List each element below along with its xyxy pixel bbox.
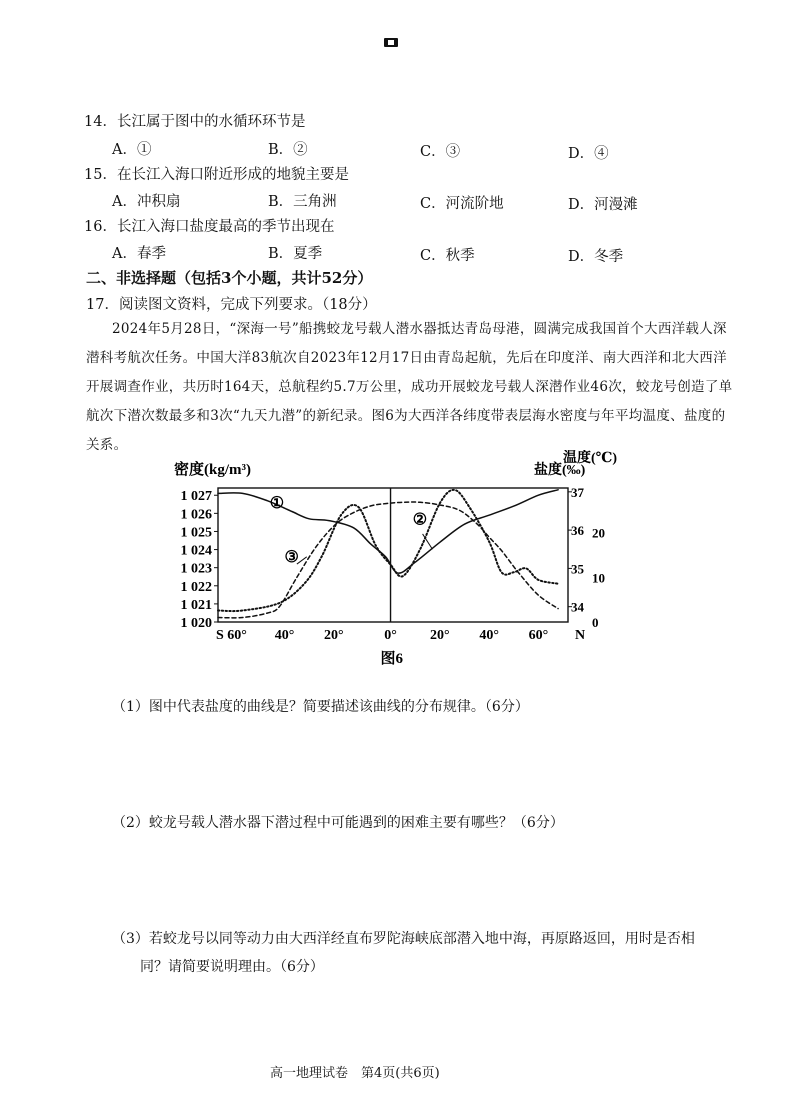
curve-label-2: ②	[412, 511, 428, 529]
density-tick-label: 1 020	[180, 616, 212, 631]
salinity-axis-title: 盐度(‰)	[534, 463, 586, 478]
q16-option-a: A．春季	[112, 246, 166, 262]
q16-option-c: C．秋季	[420, 248, 475, 264]
passage-text: 2024年5月28日，“深海一号”船携蛟龙号载人潜水器抵达青岛母港，圆满完成我国首个大西洋载人深潜科考航次任务。中国大洋83航次自2023年12月17日由青岛起航，先后在印度洋、南大西洋和北大西洋开展调查作业，共历时164天，总航程约5.7万公里，成功开展蛟龙号载人深潜作业46次，蛟龙号创造了单航次下潜次数最多和3次“九天九潜”的新纪录。图6为大西洋各纬度带表层海水密度与年平均温度、盐度的关系。	[86, 321, 733, 453]
q16-option-d: D．冬季	[568, 249, 624, 265]
q16-option-b: B．夏季	[268, 246, 323, 262]
question-16-stem: 16．长江入海口盐度最高的季节出现在	[84, 219, 335, 235]
curve-label-1: ①	[269, 494, 285, 512]
q14-option-d: D．④	[568, 146, 609, 162]
sub-question-2: （2）蛟龙号载人潜水器下潜过程中可能遇到的困难主要有哪些？（6分）	[112, 815, 564, 831]
density-tick-label: 1 023	[180, 561, 212, 577]
page-footer: 高一地理试卷 第4页(共6页)	[270, 1066, 440, 1081]
temperature-tick-label: 10	[592, 570, 605, 586]
salinity-tick-label: 36	[571, 523, 584, 539]
sub-question-3-line1: （3）若蛟龙号以同等动力由大西洋经直布罗陀海峡底部潜入地中海，再原路返回，用时是否相	[112, 931, 695, 947]
x-tick-label: N	[574, 628, 586, 643]
x-tick-label: 0°	[384, 628, 397, 643]
sub-question-1: （1）图中代表盐度的曲线是？简要描述该曲线的分布规律。（6分）	[112, 699, 529, 715]
q15-option-a: A．冲积扇	[112, 194, 181, 210]
figure-6-chart	[150, 450, 640, 672]
density-tick-label: 1 026	[180, 507, 212, 523]
x-tick-label: 40°	[479, 628, 499, 643]
temperature-tick-label: 20	[592, 525, 605, 541]
figure-caption: 图6	[380, 651, 404, 667]
x-tick-label: 40°	[274, 628, 295, 643]
density-tick-label: 1 027	[180, 489, 212, 505]
q14-option-c: C．③	[420, 144, 461, 160]
question-17-passage	[86, 315, 736, 460]
density-axis-title: 密度(kg/m³)	[174, 462, 251, 478]
density-tick-label: 1 022	[180, 579, 212, 595]
q15-option-b: B．三角洲	[268, 194, 337, 210]
density-tick-label: 1 021	[180, 597, 212, 613]
q15-option-d: D．河漫滩	[568, 197, 638, 213]
q14-option-a: A．①	[112, 142, 152, 158]
density-tick-label: 1 024	[180, 543, 212, 559]
q15-option-c: C．河流阶地	[420, 196, 504, 212]
q14-option-b: B．②	[268, 142, 308, 158]
salinity-tick-label: 34	[571, 599, 584, 615]
salinity-tick-label: 35	[571, 561, 584, 577]
density-tick-label: 1 025	[180, 525, 212, 541]
question-17-stem: 17．阅读图文资料，完成下列要求。（18分）	[86, 297, 377, 313]
temperature-axis-title: 温度(℃)	[563, 451, 618, 466]
salinity-tick-label: 37	[571, 484, 584, 500]
x-tick-label: 60°	[528, 628, 549, 643]
curve-label-3: ③	[284, 549, 299, 567]
sub-question-3-line2: 同？请简要说明理由。（6分）	[140, 959, 324, 975]
question-14-stem: 14．长江属于图中的水循环环节是	[84, 114, 306, 130]
page-mark	[384, 38, 398, 47]
x-tick-label: 20°	[430, 628, 450, 643]
question-15-stem: 15．在长江入海口附近形成的地貌主要是	[84, 167, 349, 183]
x-tick-label: 20°	[324, 628, 344, 643]
page-mark-inner	[388, 40, 394, 45]
temperature-tick-label: 0	[592, 615, 599, 630]
x-tick-label: S 60°	[216, 628, 247, 643]
section-2-title: 二、非选择题（包括3个小题，共计52分）	[86, 269, 373, 287]
